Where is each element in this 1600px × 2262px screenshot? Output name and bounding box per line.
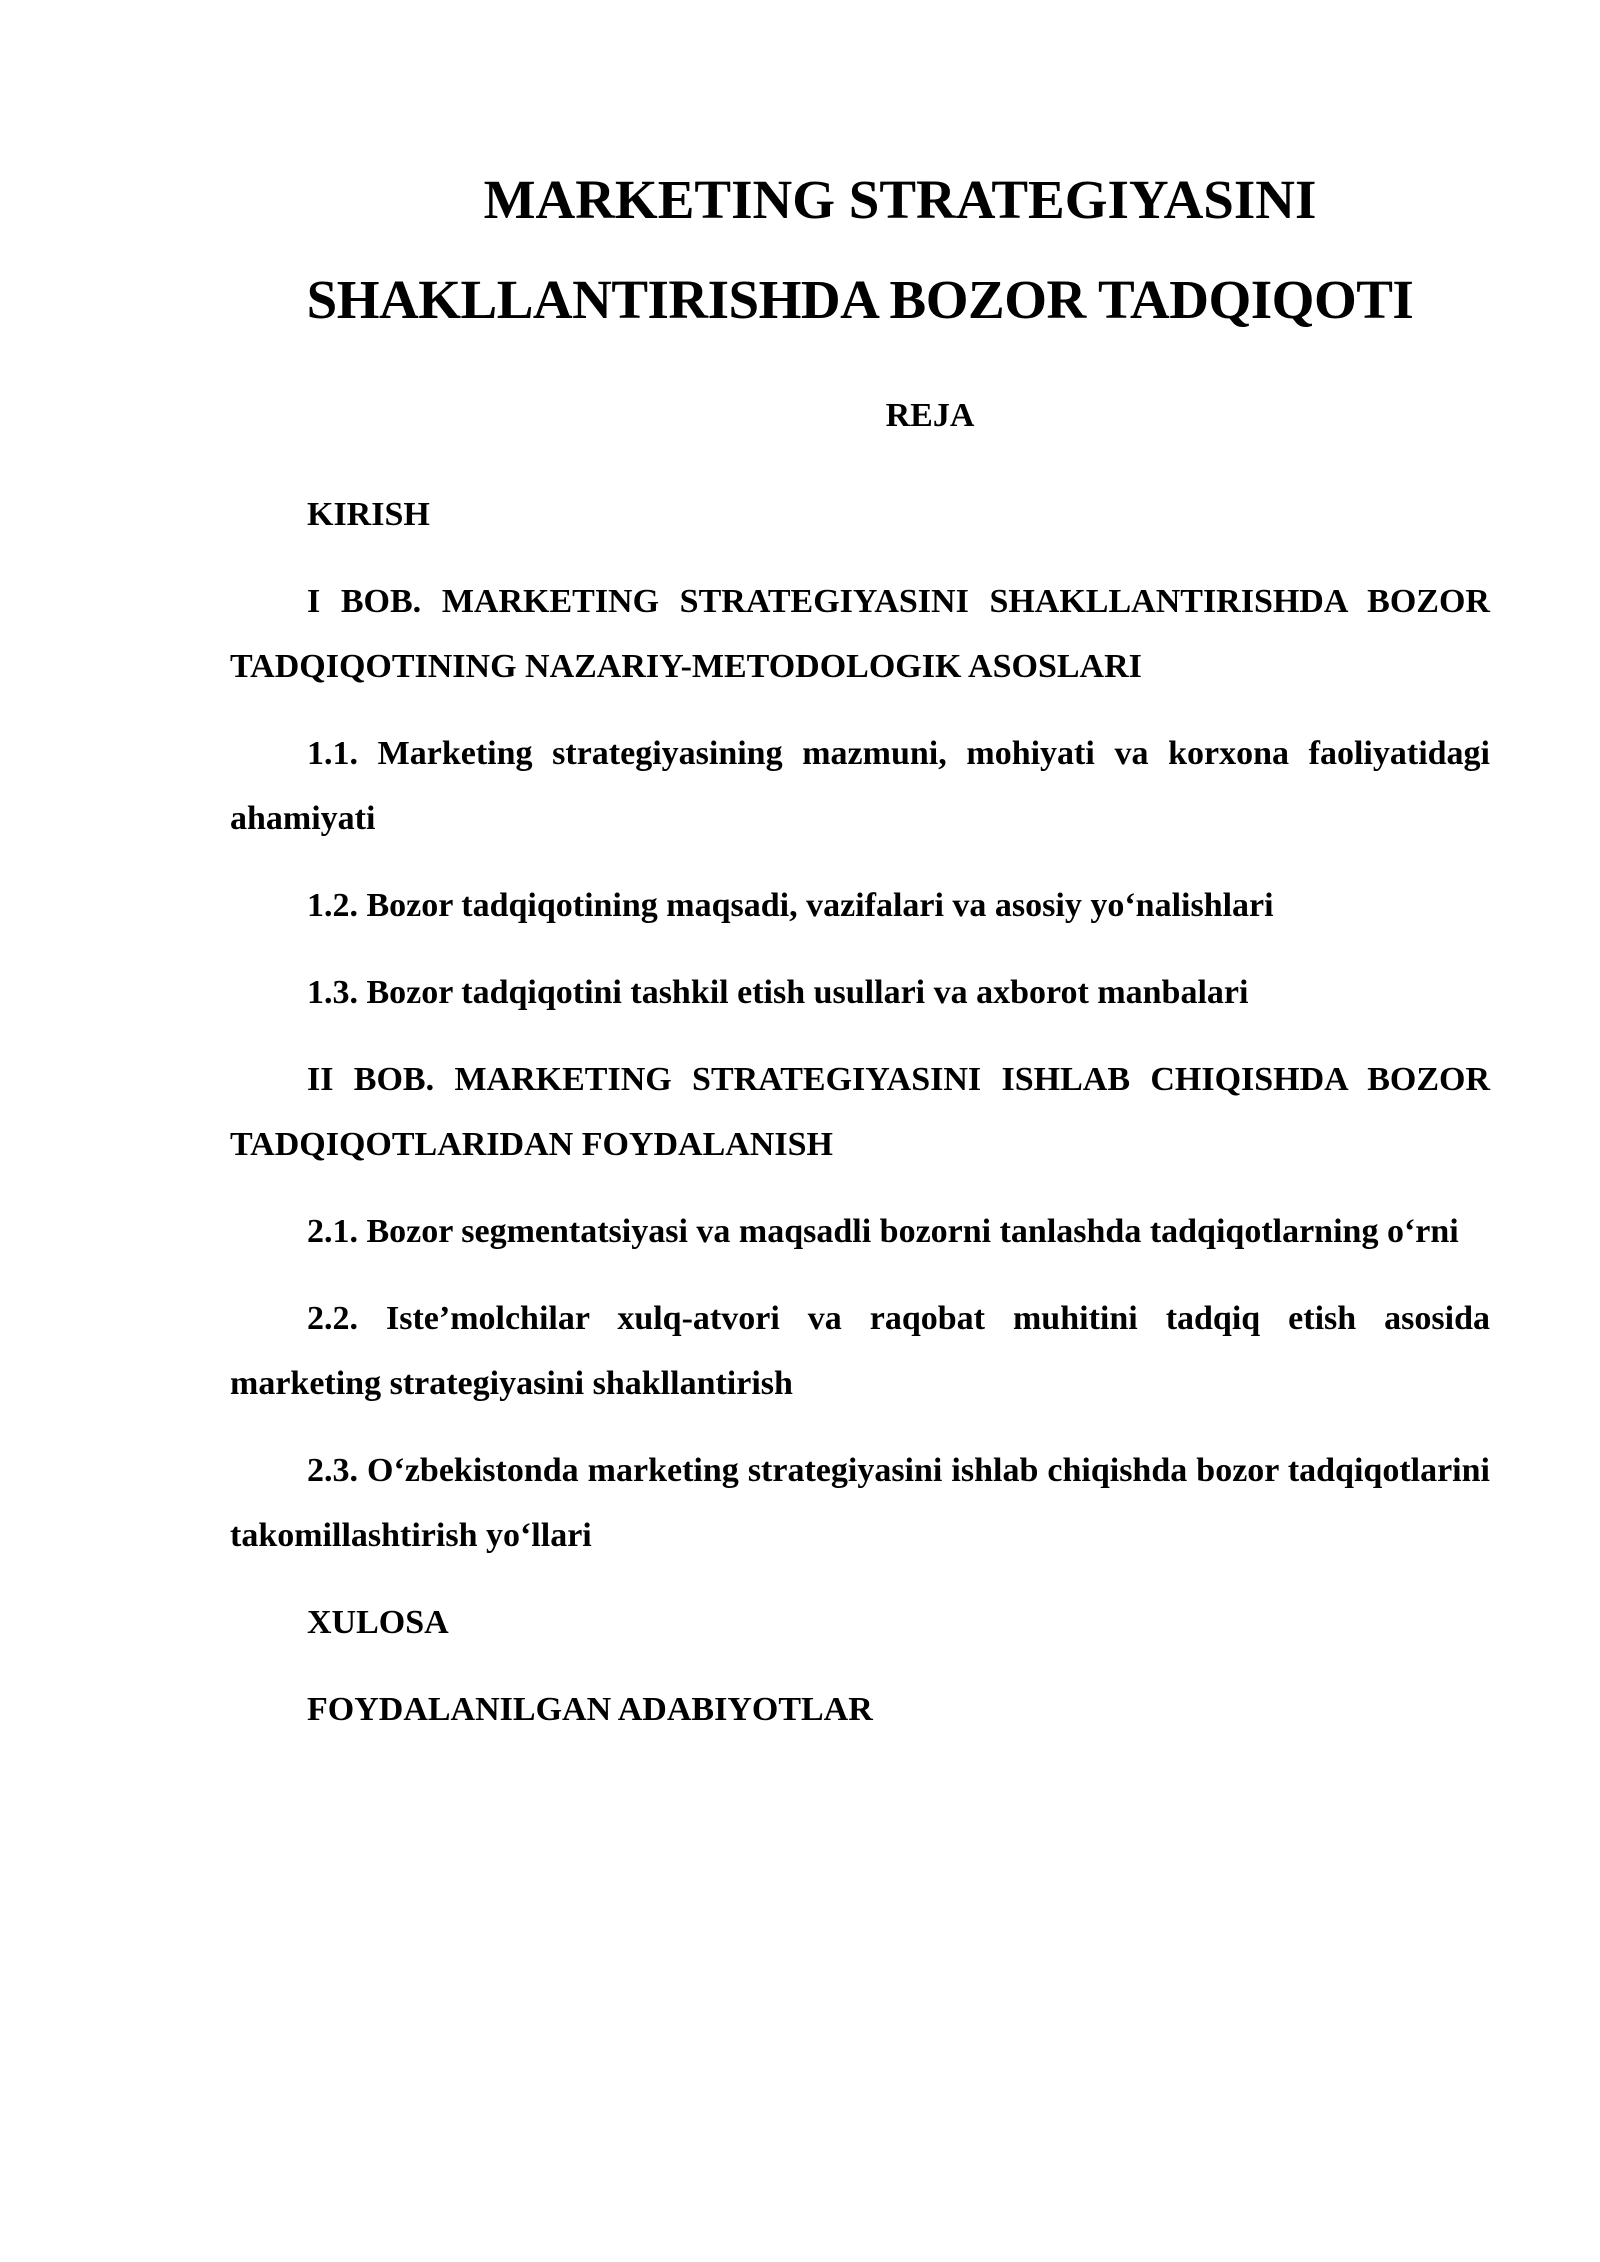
title-line-2: SHAKLLANTIRISHDA BOZOR TADQIQOTI: [306, 269, 1414, 330]
toc-item-1-2: 1.2. Bozor tadqiqotining maqsadi, vazifalari va asosiy yo‘nalishlari: [307, 887, 1274, 924]
table-of-contents: [230, 482, 1490, 1742]
title-line-1: MARKETING STRATEGIYASINI: [483, 169, 1317, 230]
toc-item-conclusion: XULOSA: [307, 1604, 449, 1641]
toc-item-2-2: 2.2. Iste’molchilar xulq-atvori va raqobat muhitini tadqiq etish asosida marketing strategiyasini shakllantirish: [230, 1300, 1490, 1402]
toc-item-chapter-2: II BOB. MARKETING STRATEGIYASINI ISHLAB CHIQISHDA BOZOR TADQIQOTLARIDAN FOYDALANISH: [230, 1061, 1490, 1163]
toc-item-1-3: 1.3. Bozor tadqiqotini tashkil etish usullari va axborot manbalari: [307, 974, 1249, 1011]
document-title: [230, 150, 1490, 350]
toc-item-introduction: KIRISH: [307, 496, 430, 533]
document-content: [230, 150, 1490, 1764]
toc-item-2-3: 2.3. O‘zbekistonda marketing strategiyasini ishlab chiqishda bozor tadqiqotlarini takomillashtirish yo‘llari: [230, 1452, 1490, 1554]
toc-item-chapter-1: I BOB. MARKETING STRATEGIYASINI SHAKLLANTIRISHDA BOZOR TADQIQOTINING NAZARIY-METODOLOGIK ASOSLARI: [230, 583, 1490, 685]
toc-item-1-1: 1.1. Marketing strategiyasining mazmuni, mohiyati va korxona faoliyatidagi ahamiyati: [230, 735, 1490, 837]
toc-item-references: FOYDALANILGAN ADABIYOTLAR: [307, 1691, 873, 1728]
toc-item-2-1: 2.1. Bozor segmentatsiyasi va maqsadli bozorni tanlashda tadqiqotlarning o‘rni: [307, 1213, 1459, 1250]
plan-heading: REJA: [885, 397, 975, 434]
